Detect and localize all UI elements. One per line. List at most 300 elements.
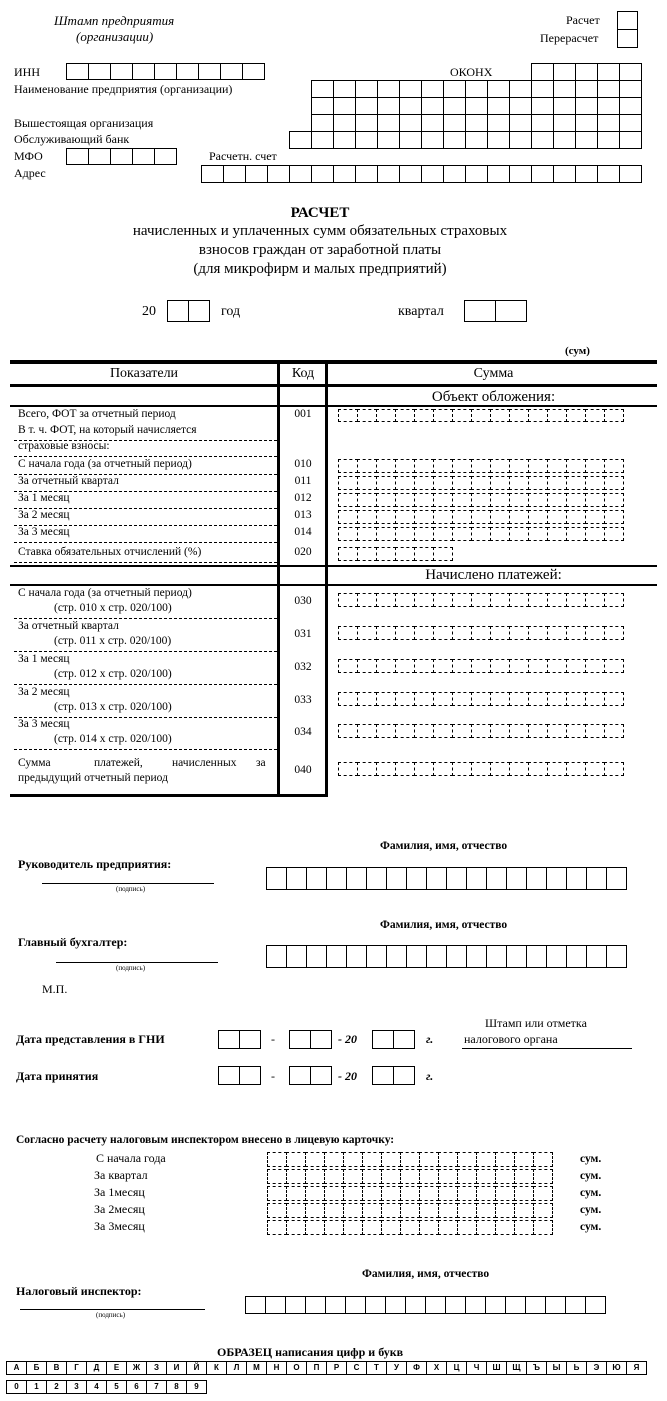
input-cell[interactable] [528, 724, 548, 738]
input-cell[interactable] [376, 493, 396, 507]
input-cell[interactable] [471, 493, 491, 507]
input-cell[interactable] [604, 626, 624, 640]
inspector-sum-field[interactable] [267, 1186, 552, 1201]
okonh-field[interactable] [531, 63, 641, 80]
input-cell[interactable] [531, 114, 554, 132]
input-cell[interactable] [220, 63, 243, 80]
accountant-fio-field[interactable] [266, 945, 626, 967]
input-cell[interactable] [355, 114, 378, 132]
input-cell[interactable] [357, 527, 377, 541]
input-cell[interactable] [509, 80, 532, 98]
input-cell[interactable] [547, 459, 567, 473]
input-cell[interactable] [433, 692, 453, 706]
raschet-checkbox[interactable] [617, 11, 637, 29]
input-cell[interactable] [495, 1152, 515, 1167]
input-cell[interactable] [395, 510, 415, 524]
input-cell[interactable] [406, 945, 427, 968]
input-cell[interactable] [528, 459, 548, 473]
sum-field[interactable] [338, 724, 623, 738]
input-cell[interactable] [471, 476, 491, 490]
input-cell[interactable] [585, 476, 605, 490]
input-cell[interactable] [585, 459, 605, 473]
input-cell[interactable] [547, 659, 567, 673]
input-cell[interactable] [566, 867, 587, 890]
input-cell[interactable] [399, 80, 422, 98]
input-cell[interactable] [566, 945, 587, 968]
input-cell[interactable] [471, 659, 491, 673]
input-cell[interactable] [528, 527, 548, 541]
input-cell[interactable] [311, 80, 334, 98]
input-cell[interactable] [465, 131, 488, 149]
input-cell[interactable] [604, 593, 624, 607]
input-cell[interactable] [452, 409, 472, 422]
input-cell[interactable] [326, 867, 347, 890]
input-cell[interactable] [333, 165, 356, 183]
input-cell[interactable] [471, 724, 491, 738]
input-cell[interactable] [338, 527, 358, 541]
input-cell[interactable] [528, 692, 548, 706]
input-cell[interactable] [381, 1169, 401, 1184]
input-cell[interactable] [305, 1220, 325, 1235]
input-cell[interactable] [487, 114, 510, 132]
input-cell[interactable] [526, 945, 547, 968]
input-cell[interactable] [509, 476, 529, 490]
input-cell[interactable] [66, 63, 89, 80]
input-cell[interactable] [286, 1186, 306, 1201]
input-cell[interactable] [585, 493, 605, 507]
input-cell[interactable] [399, 97, 422, 115]
input-cell[interactable] [604, 724, 624, 738]
input-cell[interactable] [509, 131, 532, 149]
input-cell[interactable] [366, 945, 387, 968]
account-field[interactable] [201, 165, 641, 182]
input-cell[interactable] [514, 1203, 534, 1218]
input-cell[interactable] [324, 1169, 344, 1184]
input-cell[interactable] [376, 409, 396, 422]
input-cell[interactable] [452, 459, 472, 473]
input-cell[interactable] [433, 527, 453, 541]
input-cell[interactable] [414, 510, 434, 524]
input-cell[interactable] [471, 762, 491, 776]
date-submitted-year[interactable] [372, 1030, 414, 1048]
input-cell[interactable] [495, 1220, 515, 1235]
input-cell[interactable] [471, 692, 491, 706]
input-cell[interactable] [490, 659, 510, 673]
input-cell[interactable] [132, 148, 155, 165]
input-cell[interactable] [333, 80, 356, 98]
input-cell[interactable] [110, 63, 133, 80]
input-cell[interactable] [365, 1296, 386, 1314]
input-cell[interactable] [585, 1296, 606, 1314]
input-cell[interactable] [566, 476, 586, 490]
input-cell[interactable] [476, 1152, 496, 1167]
input-cell[interactable] [324, 1152, 344, 1167]
input-cell[interactable] [566, 659, 586, 673]
input-cell[interactable] [585, 659, 605, 673]
input-cell[interactable] [285, 1296, 306, 1314]
input-cell[interactable] [509, 493, 529, 507]
input-cell[interactable] [514, 1186, 534, 1201]
input-cell[interactable] [438, 1203, 458, 1218]
input-cell[interactable] [566, 459, 586, 473]
input-cell[interactable] [509, 97, 532, 115]
input-cell[interactable] [438, 1220, 458, 1235]
input-cell[interactable] [395, 692, 415, 706]
input-cell[interactable] [414, 626, 434, 640]
input-cell[interactable] [345, 1296, 366, 1314]
input-cell[interactable] [406, 867, 427, 890]
input-cell[interactable] [457, 1203, 477, 1218]
input-cell[interactable] [585, 527, 605, 541]
input-cell[interactable] [528, 493, 548, 507]
input-cell[interactable] [604, 692, 624, 706]
input-cell[interactable] [395, 493, 415, 507]
input-cell[interactable] [465, 80, 488, 98]
input-cell[interactable] [495, 1186, 515, 1201]
input-cell[interactable] [547, 593, 567, 607]
input-cell[interactable] [531, 63, 554, 81]
input-cell[interactable] [438, 1186, 458, 1201]
input-cell[interactable] [553, 165, 576, 183]
input-cell[interactable] [531, 97, 554, 115]
input-cell[interactable] [338, 510, 358, 524]
input-cell[interactable] [376, 626, 396, 640]
input-cell[interactable] [377, 97, 400, 115]
input-cell[interactable] [376, 762, 396, 776]
input-cell[interactable] [267, 1169, 287, 1184]
input-cell[interactable] [421, 80, 444, 98]
sum-field[interactable] [338, 692, 623, 706]
input-cell[interactable] [381, 1186, 401, 1201]
input-cell[interactable] [471, 459, 491, 473]
input-cell[interactable] [509, 409, 529, 422]
input-cell[interactable] [526, 867, 547, 890]
input-cell[interactable] [446, 945, 467, 968]
input-cell[interactable] [414, 476, 434, 490]
input-cell[interactable] [490, 692, 510, 706]
input-cell[interactable] [400, 1169, 420, 1184]
input-cell[interactable] [414, 547, 434, 561]
input-cell[interactable] [377, 80, 400, 98]
input-cell[interactable] [414, 724, 434, 738]
input-cell[interactable] [362, 1186, 382, 1201]
input-cell[interactable] [421, 131, 444, 149]
input-cell[interactable] [528, 593, 548, 607]
input-cell[interactable] [495, 1203, 515, 1218]
input-cell[interactable] [452, 762, 472, 776]
sum-field[interactable] [338, 476, 623, 490]
input-cell[interactable] [357, 476, 377, 490]
input-cell[interactable] [528, 476, 548, 490]
input-cell[interactable] [377, 165, 400, 183]
input-cell[interactable] [452, 626, 472, 640]
input-cell[interactable] [566, 692, 586, 706]
input-cell[interactable] [395, 547, 415, 561]
input-cell[interactable] [457, 1186, 477, 1201]
input-cell[interactable] [466, 945, 487, 968]
input-cell[interactable] [305, 1203, 325, 1218]
input-cell[interactable] [376, 659, 396, 673]
input-cell[interactable] [553, 63, 576, 81]
input-cell[interactable] [333, 131, 356, 149]
input-cell[interactable] [514, 1169, 534, 1184]
input-cell[interactable] [533, 1152, 553, 1167]
input-cell[interactable] [357, 762, 377, 776]
input-cell[interactable] [366, 867, 387, 890]
sum-field[interactable] [338, 459, 623, 473]
input-cell[interactable] [286, 1220, 306, 1235]
input-cell[interactable] [553, 131, 576, 149]
input-cell[interactable] [509, 692, 529, 706]
input-cell[interactable] [619, 97, 642, 115]
input-cell[interactable] [395, 724, 415, 738]
sum-field[interactable] [338, 493, 623, 507]
input-cell[interactable] [433, 762, 453, 776]
input-cell[interactable] [132, 63, 155, 80]
input-cell[interactable] [476, 1169, 496, 1184]
input-cell[interactable] [311, 131, 334, 149]
input-cell[interactable] [357, 547, 377, 561]
input-cell[interactable] [471, 626, 491, 640]
input-cell[interactable] [201, 165, 224, 183]
input-cell[interactable] [476, 1220, 496, 1235]
input-cell[interactable] [414, 459, 434, 473]
input-cell[interactable] [585, 626, 605, 640]
input-cell[interactable] [414, 659, 434, 673]
input-cell[interactable] [585, 692, 605, 706]
input-cell[interactable] [585, 510, 605, 524]
input-cell[interactable] [419, 1152, 439, 1167]
input-cell[interactable] [565, 1296, 586, 1314]
input-cell[interactable] [586, 867, 607, 890]
input-cell[interactable] [381, 1152, 401, 1167]
input-cell[interactable] [585, 593, 605, 607]
input-cell[interactable] [376, 510, 396, 524]
input-cell[interactable] [531, 131, 554, 149]
input-cell[interactable] [528, 409, 548, 422]
input-cell[interactable] [266, 945, 287, 968]
input-cell[interactable] [386, 945, 407, 968]
input-cell[interactable] [547, 510, 567, 524]
input-cell[interactable] [509, 626, 529, 640]
input-cell[interactable] [514, 1152, 534, 1167]
input-cell[interactable] [452, 493, 472, 507]
input-cell[interactable] [223, 165, 246, 183]
input-cell[interactable] [357, 659, 377, 673]
input-cell[interactable] [267, 1220, 287, 1235]
input-cell[interactable] [506, 867, 527, 890]
input-cell[interactable] [414, 493, 434, 507]
input-cell[interactable] [357, 724, 377, 738]
input-cell[interactable] [433, 626, 453, 640]
input-cell[interactable] [566, 510, 586, 524]
input-cell[interactable] [400, 1186, 420, 1201]
input-cell[interactable] [242, 63, 265, 80]
input-cell[interactable] [357, 626, 377, 640]
input-cell[interactable] [343, 1203, 363, 1218]
input-cell[interactable] [267, 1186, 287, 1201]
input-cell[interactable] [385, 1296, 406, 1314]
input-cell[interactable] [490, 409, 510, 422]
inspector-sum-field[interactable] [267, 1220, 552, 1235]
input-cell[interactable] [399, 114, 422, 132]
input-cell[interactable] [597, 165, 620, 183]
input-cell[interactable] [487, 97, 510, 115]
sum-field[interactable] [338, 409, 623, 422]
inspector-sign-line[interactable] [20, 1309, 205, 1310]
input-cell[interactable] [343, 1220, 363, 1235]
input-cell[interactable] [286, 867, 307, 890]
input-cell[interactable] [305, 1296, 326, 1314]
input-cell[interactable] [553, 114, 576, 132]
input-cell[interactable] [425, 1296, 446, 1314]
input-cell[interactable] [575, 63, 598, 81]
input-cell[interactable] [465, 1296, 486, 1314]
input-cell[interactable] [597, 63, 620, 81]
input-cell[interactable] [490, 724, 510, 738]
input-cell[interactable] [528, 626, 548, 640]
input-cell[interactable] [443, 114, 466, 132]
input-cell[interactable] [267, 165, 290, 183]
input-cell[interactable] [452, 476, 472, 490]
sum-field[interactable] [338, 659, 623, 673]
input-cell[interactable] [362, 1203, 382, 1218]
input-cell[interactable] [338, 659, 358, 673]
input-cell[interactable] [575, 131, 598, 149]
input-cell[interactable] [566, 593, 586, 607]
input-cell[interactable] [533, 1169, 553, 1184]
input-cell[interactable] [545, 1296, 566, 1314]
input-cell[interactable] [362, 1152, 382, 1167]
input-cell[interactable] [357, 593, 377, 607]
input-cell[interactable] [338, 547, 358, 561]
input-cell[interactable] [306, 945, 327, 968]
input-cell[interactable] [433, 659, 453, 673]
input-cell[interactable] [376, 724, 396, 738]
input-cell[interactable] [362, 1169, 382, 1184]
input-cell[interactable] [604, 409, 624, 422]
input-cell[interactable] [245, 165, 268, 183]
input-cell[interactable] [509, 724, 529, 738]
input-cell[interactable] [443, 80, 466, 98]
input-cell[interactable] [311, 97, 334, 115]
input-cell[interactable] [585, 724, 605, 738]
input-cell[interactable] [485, 1296, 506, 1314]
input-cell[interactable] [377, 114, 400, 132]
input-cell[interactable] [487, 131, 510, 149]
input-cell[interactable] [490, 527, 510, 541]
quarter-field[interactable] [464, 300, 526, 321]
input-cell[interactable] [438, 1169, 458, 1184]
input-cell[interactable] [528, 659, 548, 673]
sum-field[interactable] [338, 626, 623, 640]
sum-field[interactable] [338, 527, 623, 541]
input-cell[interactable] [443, 97, 466, 115]
input-cell[interactable] [619, 165, 642, 183]
input-cell[interactable] [400, 1203, 420, 1218]
input-cell[interactable] [438, 1152, 458, 1167]
director-fio-field[interactable] [266, 867, 626, 889]
input-cell[interactable] [405, 1296, 426, 1314]
input-cell[interactable] [604, 510, 624, 524]
input-cell[interactable] [553, 97, 576, 115]
input-cell[interactable] [419, 1220, 439, 1235]
input-cell[interactable] [575, 80, 598, 98]
input-cell[interactable] [533, 1186, 553, 1201]
input-cell[interactable] [509, 527, 529, 541]
input-cell[interactable] [490, 493, 510, 507]
inn-field[interactable] [66, 63, 264, 79]
date-accepted-day[interactable] [218, 1066, 260, 1084]
input-cell[interactable] [452, 527, 472, 541]
input-cell[interactable] [514, 1220, 534, 1235]
input-cell[interactable] [509, 659, 529, 673]
input-cell[interactable] [506, 945, 527, 968]
input-cell[interactable] [604, 459, 624, 473]
inspector-sum-field[interactable] [267, 1203, 552, 1218]
input-cell[interactable] [471, 527, 491, 541]
input-cell[interactable] [575, 97, 598, 115]
input-cell[interactable] [346, 867, 367, 890]
input-cell[interactable] [619, 63, 642, 81]
input-cell[interactable] [619, 114, 642, 132]
input-cell[interactable] [154, 148, 177, 165]
input-cell[interactable] [457, 1220, 477, 1235]
input-cell[interactable] [433, 459, 453, 473]
input-cell[interactable] [586, 945, 607, 968]
inspector-sum-field[interactable] [267, 1169, 552, 1184]
input-cell[interactable] [355, 165, 378, 183]
input-cell[interactable] [490, 476, 510, 490]
input-cell[interactable] [286, 945, 307, 968]
input-cell[interactable] [421, 114, 444, 132]
input-cell[interactable] [386, 867, 407, 890]
input-cell[interactable] [338, 692, 358, 706]
sum-field[interactable] [338, 510, 623, 524]
inspector-fio-field[interactable] [245, 1296, 605, 1313]
year-field[interactable] [167, 300, 209, 321]
input-cell[interactable] [547, 724, 567, 738]
input-cell[interactable] [476, 1203, 496, 1218]
input-cell[interactable] [490, 593, 510, 607]
input-cell[interactable] [338, 459, 358, 473]
input-cell[interactable] [419, 1203, 439, 1218]
input-cell[interactable] [426, 945, 447, 968]
input-cell[interactable] [452, 724, 472, 738]
input-cell[interactable] [466, 867, 487, 890]
sum-field[interactable] [338, 547, 452, 561]
input-cell[interactable] [357, 409, 377, 422]
input-cell[interactable] [414, 762, 434, 776]
input-cell[interactable] [566, 762, 586, 776]
input-cell[interactable] [566, 493, 586, 507]
input-cell[interactable] [443, 131, 466, 149]
input-cell[interactable] [245, 1296, 266, 1314]
input-cell[interactable] [289, 131, 312, 149]
input-cell[interactable] [465, 114, 488, 132]
input-cell[interactable] [326, 945, 347, 968]
input-cell[interactable] [547, 626, 567, 640]
input-cell[interactable] [266, 867, 287, 890]
input-cell[interactable] [457, 1169, 477, 1184]
input-cell[interactable] [433, 493, 453, 507]
input-cell[interactable] [357, 493, 377, 507]
input-cell[interactable] [395, 459, 415, 473]
input-cell[interactable] [433, 476, 453, 490]
input-cell[interactable] [419, 1169, 439, 1184]
input-cell[interactable] [597, 80, 620, 98]
input-cell[interactable] [421, 165, 444, 183]
